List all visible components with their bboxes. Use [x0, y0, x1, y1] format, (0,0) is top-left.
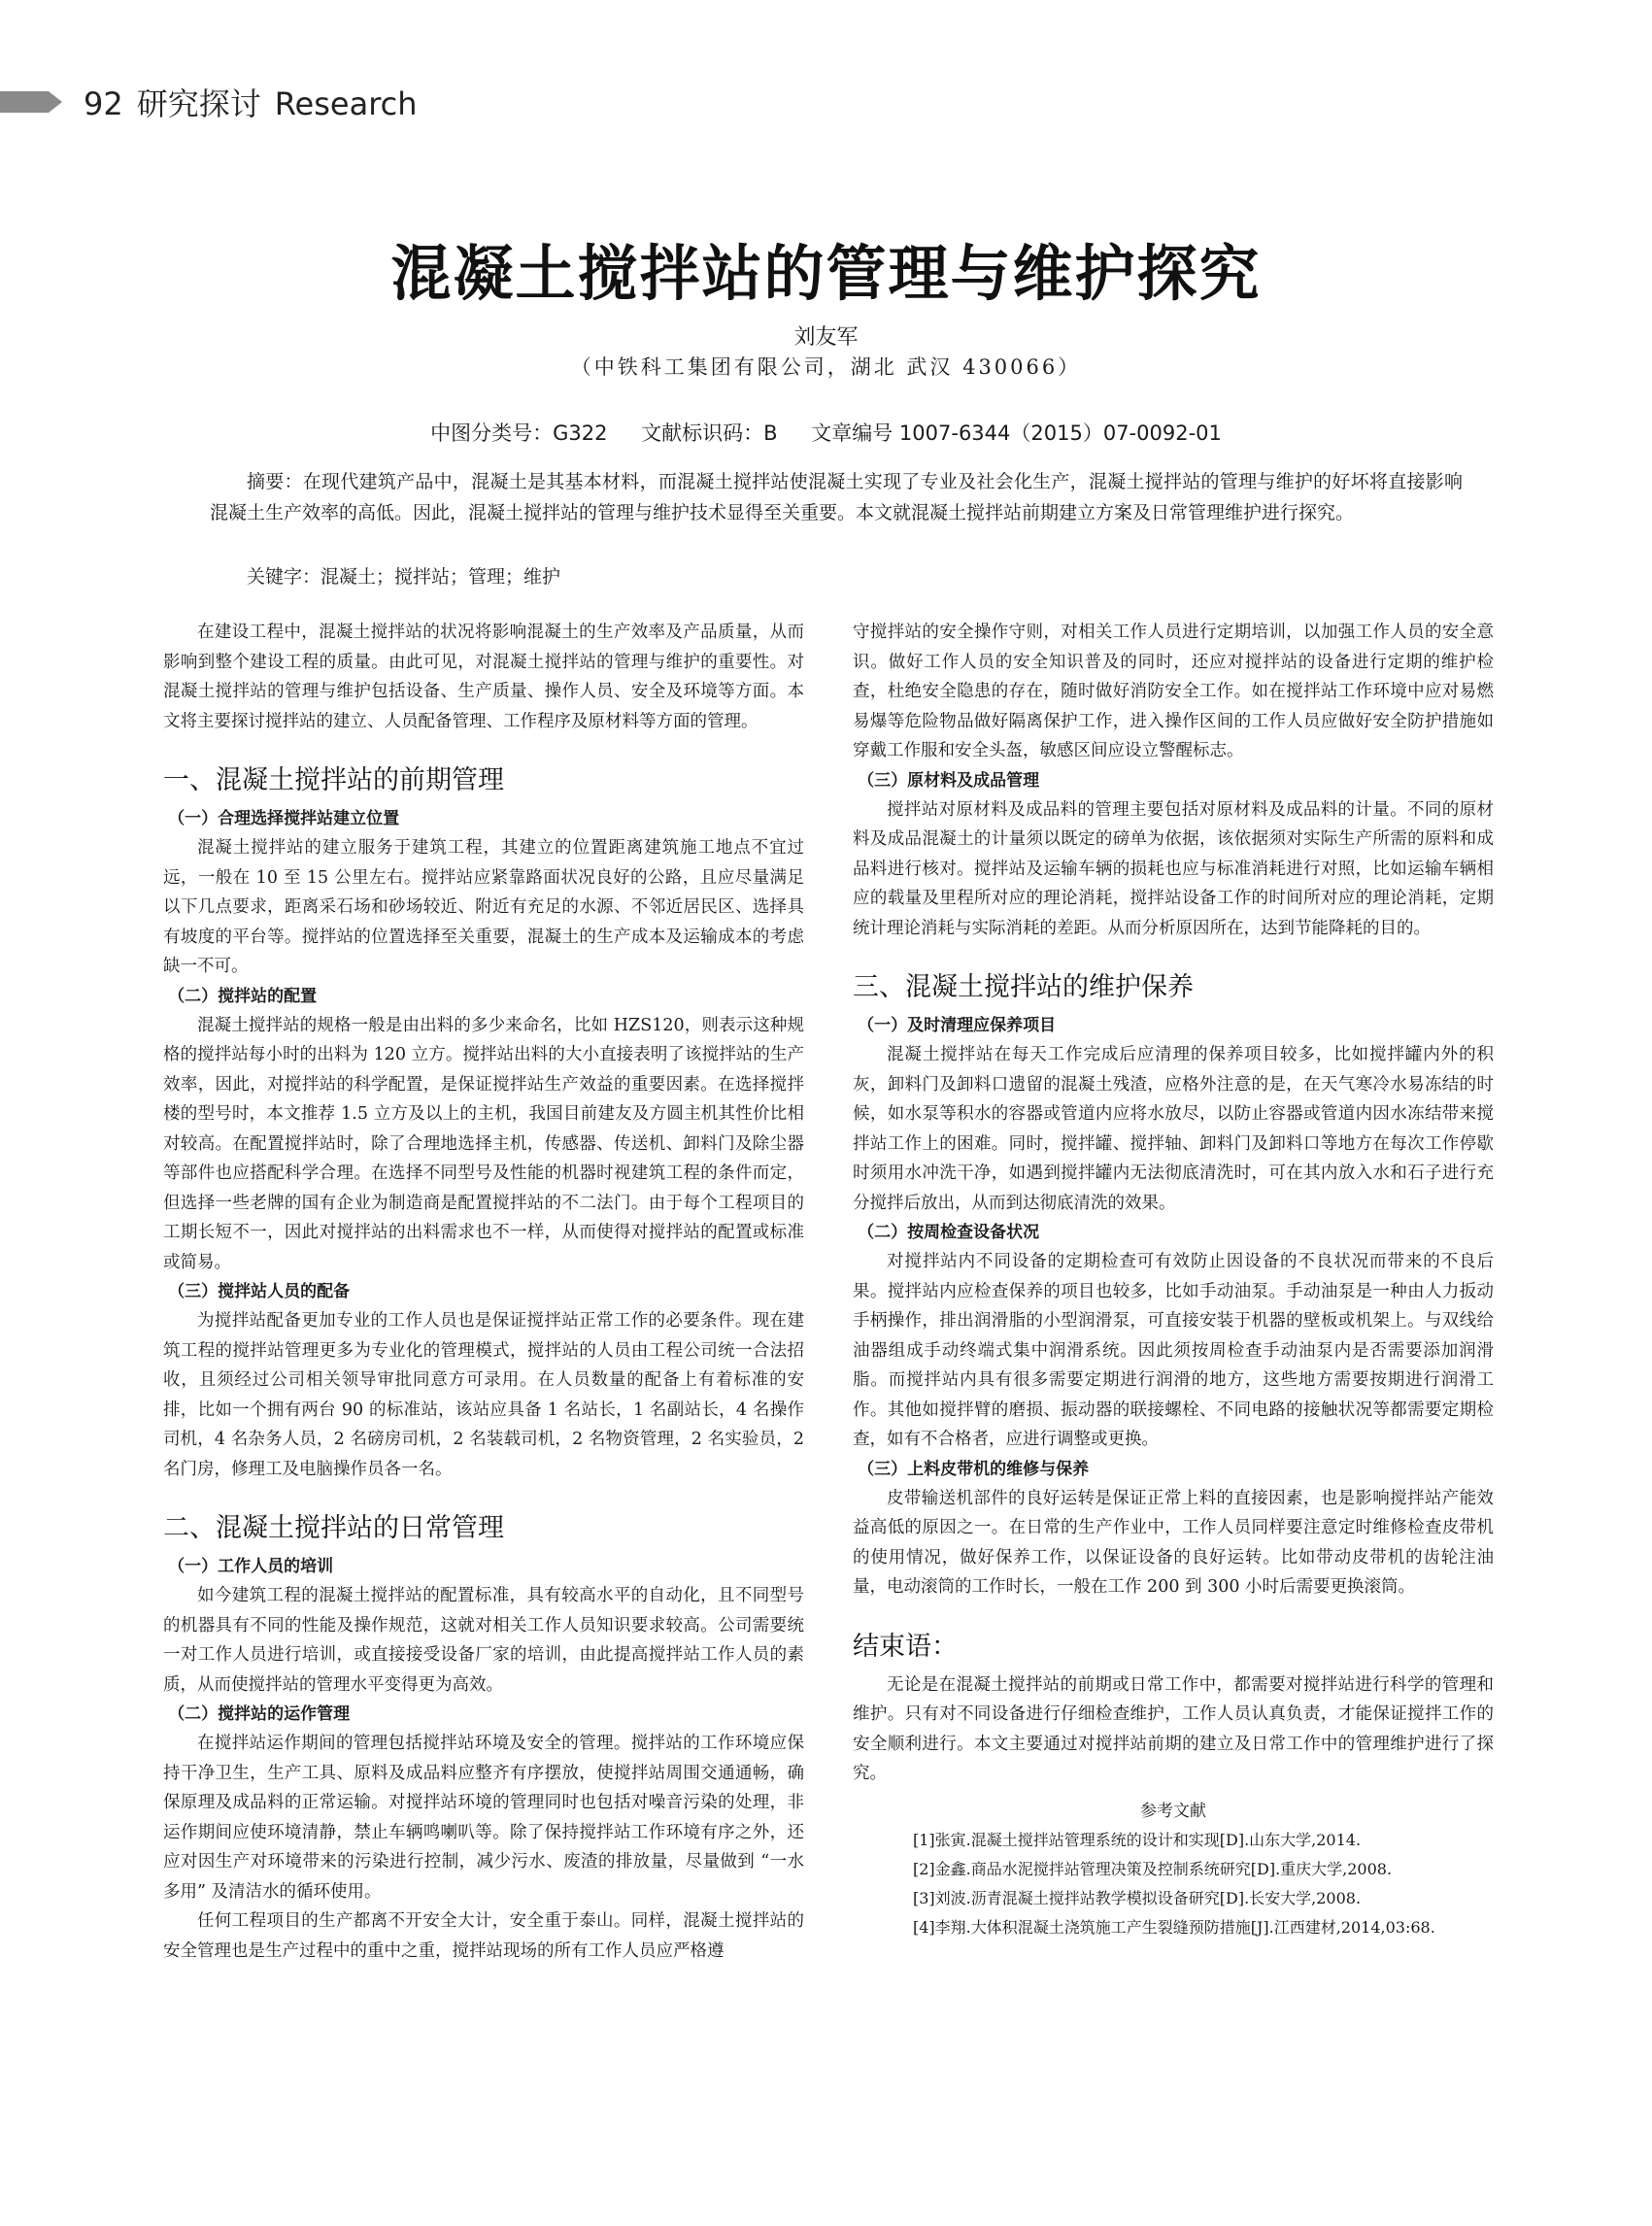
section-2-heading: 二、混凝土搅拌站的日常管理	[163, 1513, 504, 1543]
section-1-sub-3: （三）搅拌站人员的配备	[168, 1282, 351, 1301]
section-2-paragraph-3b: 守搅拌站的安全操作守则，对相关工作人员进行定期培训，以加强工作人员的安全意识。做好工作人员的安全知识普及的同时，还应对搅拌站的设备进行定期的维护检查，杜绝安全隐患的存在，随时做好消防安全工作。如在搅拌站工作环境中应对易燃易爆等危险物品做好隔离保护工作，进入操作区间的工作人员应做好安全防护措施如穿戴工作服和安全头盔，敏感区间应设立警醒标志。	[853, 623, 1494, 760]
reference-item: [4]李翔.大体积混凝土浇筑施工产生裂缝预防措施[J].江西建材,2014,03:68.	[913, 1917, 1435, 1937]
doc-code: 文献标识码：B	[641, 422, 778, 445]
section-1-paragraph-2: 混凝土搅拌站的规格一般是由出料的多少来命名，比如 HZS120，则表示这种规格的搅拌站每小时的出料为 120 立方。搅拌站出料的大小直接表明了该搅拌站的生产效率，因此，对搅拌站的科学配置，是保证搅拌站生产效益的重要因素。在选择搅拌楼的型号时，本文推荐 1.5 立方及以上的主机，我国目前建友及方圆主机其性价比相对较高。在配置搅拌站时，除了合理地选择主机，传感器、传送机、卸料门及除尘器等部件也应搭配科学合理。在选择不同型号及性能的机器时视建筑工程的条件而定，但选择一些老牌的国有企业为制造商是配置搅拌站的不二法门。由于每个工程项目的工期长短不一，因此对搅拌站的出料需求也不一样，从而使得对搅拌站的配置或标准或简易。	[163, 1015, 804, 1272]
classification-line	[0, 418, 1652, 447]
page-number: 92	[84, 85, 123, 122]
intro-paragraph: 在建设工程中，混凝土搅拌站的状况将影响混凝土的生产效率及产品质量，从而影响到整个建设工程的质量。由此可见，对混凝土搅拌站的管理与维护的重要性。对混凝土搅拌站的管理与维护包括设备、生产质量、操作人员、安全及环境等方面。本文将主要探讨搅拌站的建立、人员配备管理、工作程序及原材料等方面的管理。	[163, 623, 804, 731]
reference-item: [2]金鑫.商品水泥搅拌站管理决策及控制系统研究[D].重庆大学,2008.	[913, 1859, 1393, 1878]
right-column	[853, 618, 1494, 1942]
section-1-paragraph-1: 混凝土搅拌站的建立服务于建筑工程，其建立的位置距离建筑施工地点不宜过远，一般在 10 至 15 公里左右。搅拌站应紧靠路面状况良好的公路，且应尽量满足以下几点要求，距离采石场和砂场较近、附近有充足的水源、不邻近居民区、选择具有坡度的平台等。搅拌站的位置选择至关重要，混凝土的生产成本及运输成本的考虑缺一不可。	[163, 838, 804, 976]
section-1-paragraph-3: 为搅拌站配备更加专业的工作人员也是保证搅拌站正常工作的必要条件。现在建筑工程的搅拌站管理更多为专业化的管理模式，搅拌站的人员由工程公司统一合法招收，且须经过公司相关领导审批同意方可录用。在人员数量的配备上有着标准的安排，比如一个拥有两台 90 的标准站，该站应具备 1 名站长，1 名副站长，4 名操作司机，4 名杂务人员，2 名磅房司机，2 名装载司机，2 名物资管理，2 名实验员，2 名门房，修理工及电脑操作员各一名。	[163, 1311, 804, 1479]
conclusion-heading: 结束语：	[853, 1631, 958, 1662]
section-1-heading: 一、混凝土搅拌站的前期管理	[163, 765, 504, 795]
section-3-sub-3: （三）上料皮带机的维修与保养	[858, 1459, 1090, 1479]
section-2-paragraph-2: 在搅拌站运作期间的管理包括搅拌站环境及安全的管理。搅拌站的工作环境应保持干净卫生，生产工具、原料及成品料应整齐有序摆放，使搅拌站周围交通通畅，确保原理及成品料的正常运输。对搅拌站环境的管理同时也包括对噪音污染的处理，非运作期间应使环境清静，禁止车辆鸣喇叭等。除了保持搅拌站工作环境有序之外，还应对因生产对环境带来的污染进行控制，减少污水、废渣的排放量，尽量做到 “一水多用” 及清洁水的循环使用。	[163, 1734, 804, 1902]
section-cn: 研究探讨	[136, 85, 261, 122]
left-column	[163, 618, 804, 1966]
section-2-paragraph-3a: 任何工程项目的生产都离不开安全大计，安全重于泰山。同样，混凝土搅拌站的安全管理也是生产过程中的重中之重，搅拌站现场的所有工作人员应严格遵	[163, 1911, 804, 1961]
header-arrow-icon	[49, 91, 62, 113]
section-2-sub-2: （二）搅拌站的运作管理	[168, 1704, 351, 1724]
section-3-heading: 三、混凝土搅拌站的维护保养	[853, 972, 1194, 1002]
section-1-sub-2: （二）搅拌站的配置	[168, 986, 318, 1006]
section-2-sub-1: （一）工作人员的培训	[168, 1557, 334, 1576]
article-title: 混凝土搅拌站的管理与维护探究	[390, 238, 1262, 309]
header-text	[84, 80, 431, 124]
affiliation: （中铁科工集团有限公司，湖北 武汉 430066）	[570, 355, 1082, 379]
reference-item: [1]张寅.混凝土搅拌站管理系统的设计和实现[D].山东大学,2014.	[913, 1830, 1362, 1849]
running-header	[0, 78, 583, 120]
abstract: 摘要：在现代建筑产品中，混凝土是其基本材料，而混凝土搅拌站使混凝土实现了专业及社会化生产，混凝土搅拌站的管理与维护的好坏将直接影响混凝土生产效率的高低。因此，混凝土搅拌站的管理与维护技术显得至关重要。本文就混凝土搅拌站前期建立方案及日常管理维护进行探究。	[210, 471, 1463, 523]
clc-number: 中图分类号：G322	[430, 422, 608, 445]
section-2-paragraph-4: 搅拌站对原材料及成品料的管理主要包括对原材料及成品料的计量。不同的原材料及成品混凝土的计量须以既定的磅单为依据，该依据须对实际生产所需的原料和成品料进行核对。搅拌站及运输车辆的损耗也应与标准消耗进行对照，比如运输车辆相应的载量及里程所对应的理论消耗，搅拌站设备工作的时间所对应的理论消耗，定期统计理论消耗与实际消耗的差距。从而分析原因所在，达到节能降耗的目的。	[853, 799, 1494, 938]
section-2-sub-3: （三）原材料及成品管理	[858, 770, 1040, 791]
section-3-sub-2: （二）按周检查设备状况	[858, 1223, 1040, 1242]
conclusion-paragraph: 无论是在混凝土搅拌站的前期或日常工作中，都需要对搅拌站进行科学的管理和维护。只有对不同设备进行仔细检查维护，工作人员认真负责，才能保证搅拌工作的安全顺利进行。本文主要通过对搅拌站前期的建立及日常工作中的管理维护进行了探究。	[853, 1674, 1494, 1783]
reference-item: [3]刘波.沥青混凝土搅拌站教学模拟设备研究[D].长安大学,2008.	[913, 1888, 1362, 1907]
section-en: Research	[274, 85, 418, 122]
section-3-paragraph-3: 皮带输送机部件的良好运转是保证正常上料的直接因素，也是影响搅拌站产能效益高低的原因之一。在日常的生产作业中，工作人员同样要注意定时维修检查皮带机的使用情况，做好保养工作，以保证设备的良好运转。比如带动皮带机的齿轮注油量，电动滚筒的工作时长，一般在工作 200 到 300 小时后需要更换滚筒。	[853, 1488, 1494, 1597]
references-title: 参考文献	[1140, 1801, 1206, 1821]
section-1-sub-1: （一）合理选择搅拌站建立位置	[168, 809, 400, 828]
section-3-sub-1: （一）及时清理应保养项目	[858, 1016, 1057, 1035]
article-number: 文章编号 1007-6344（2015）07-0092-01	[811, 422, 1222, 445]
keywords: 关键字：混凝土；搅拌站；管理；维护	[247, 566, 561, 588]
section-3-paragraph-2: 对搅拌站内不同设备的定期检查可有效防止因设备的不良状况而带来的不良后果。搅拌站内应检查保养的项目也较多，比如手动油泵。手动油泵是一种由人力扳动手柄操作，排出润滑脂的小型润滑泵，可直接安装于机器的壁板或机架上。与双线给油器组成手动终端式集中润滑系统。因此须按周检查手动油泵内是否需要添加润滑脂。而搅拌站内具有很多需要定期进行润滑的地方，这些地方需要按期进行润滑工作。其他如搅拌臂的磨损、振动器的联接螺栓、不同电路的接触状况等都需要定期检查，如有不合格者，应进行调整或更换。	[853, 1252, 1494, 1449]
section-2-paragraph-1: 如今建筑工程的混凝土搅拌站的配置标准，具有较高水平的自动化，且不同型号的机器具有不同的性能及操作规范，这就对相关工作人员知识要求较高。公司需要统一对工作人员进行培训，或直接接受设备厂家的培训，由此提高搅拌站工作人员的素质，从而使搅拌站的管理水平变得更为高效。	[163, 1586, 804, 1695]
header-bar-decoration	[0, 91, 49, 113]
author: 刘友军	[793, 325, 859, 350]
section-3-paragraph-1: 混凝土搅拌站在每天工作完成后应清理的保养项目较多，比如搅拌罐内外的积灰，卸料门及卸料口遗留的混凝土残渣，应格外注意的是，在天气寒冷水易冻结的时候，如水泵等积水的容器或管道内应将水放尽，以防止容器或管道内因水冻结带来搅拌站工作上的困难。同时，搅拌罐、搅拌轴、卸料门及卸料口等地方在每次工作停歇时须用水冲洗干净，如遇到搅拌罐内无法彻底清洗时，可在其内放入水和石子进行充分搅拌后放出，从而到达彻底清洗的效果。	[853, 1045, 1494, 1213]
